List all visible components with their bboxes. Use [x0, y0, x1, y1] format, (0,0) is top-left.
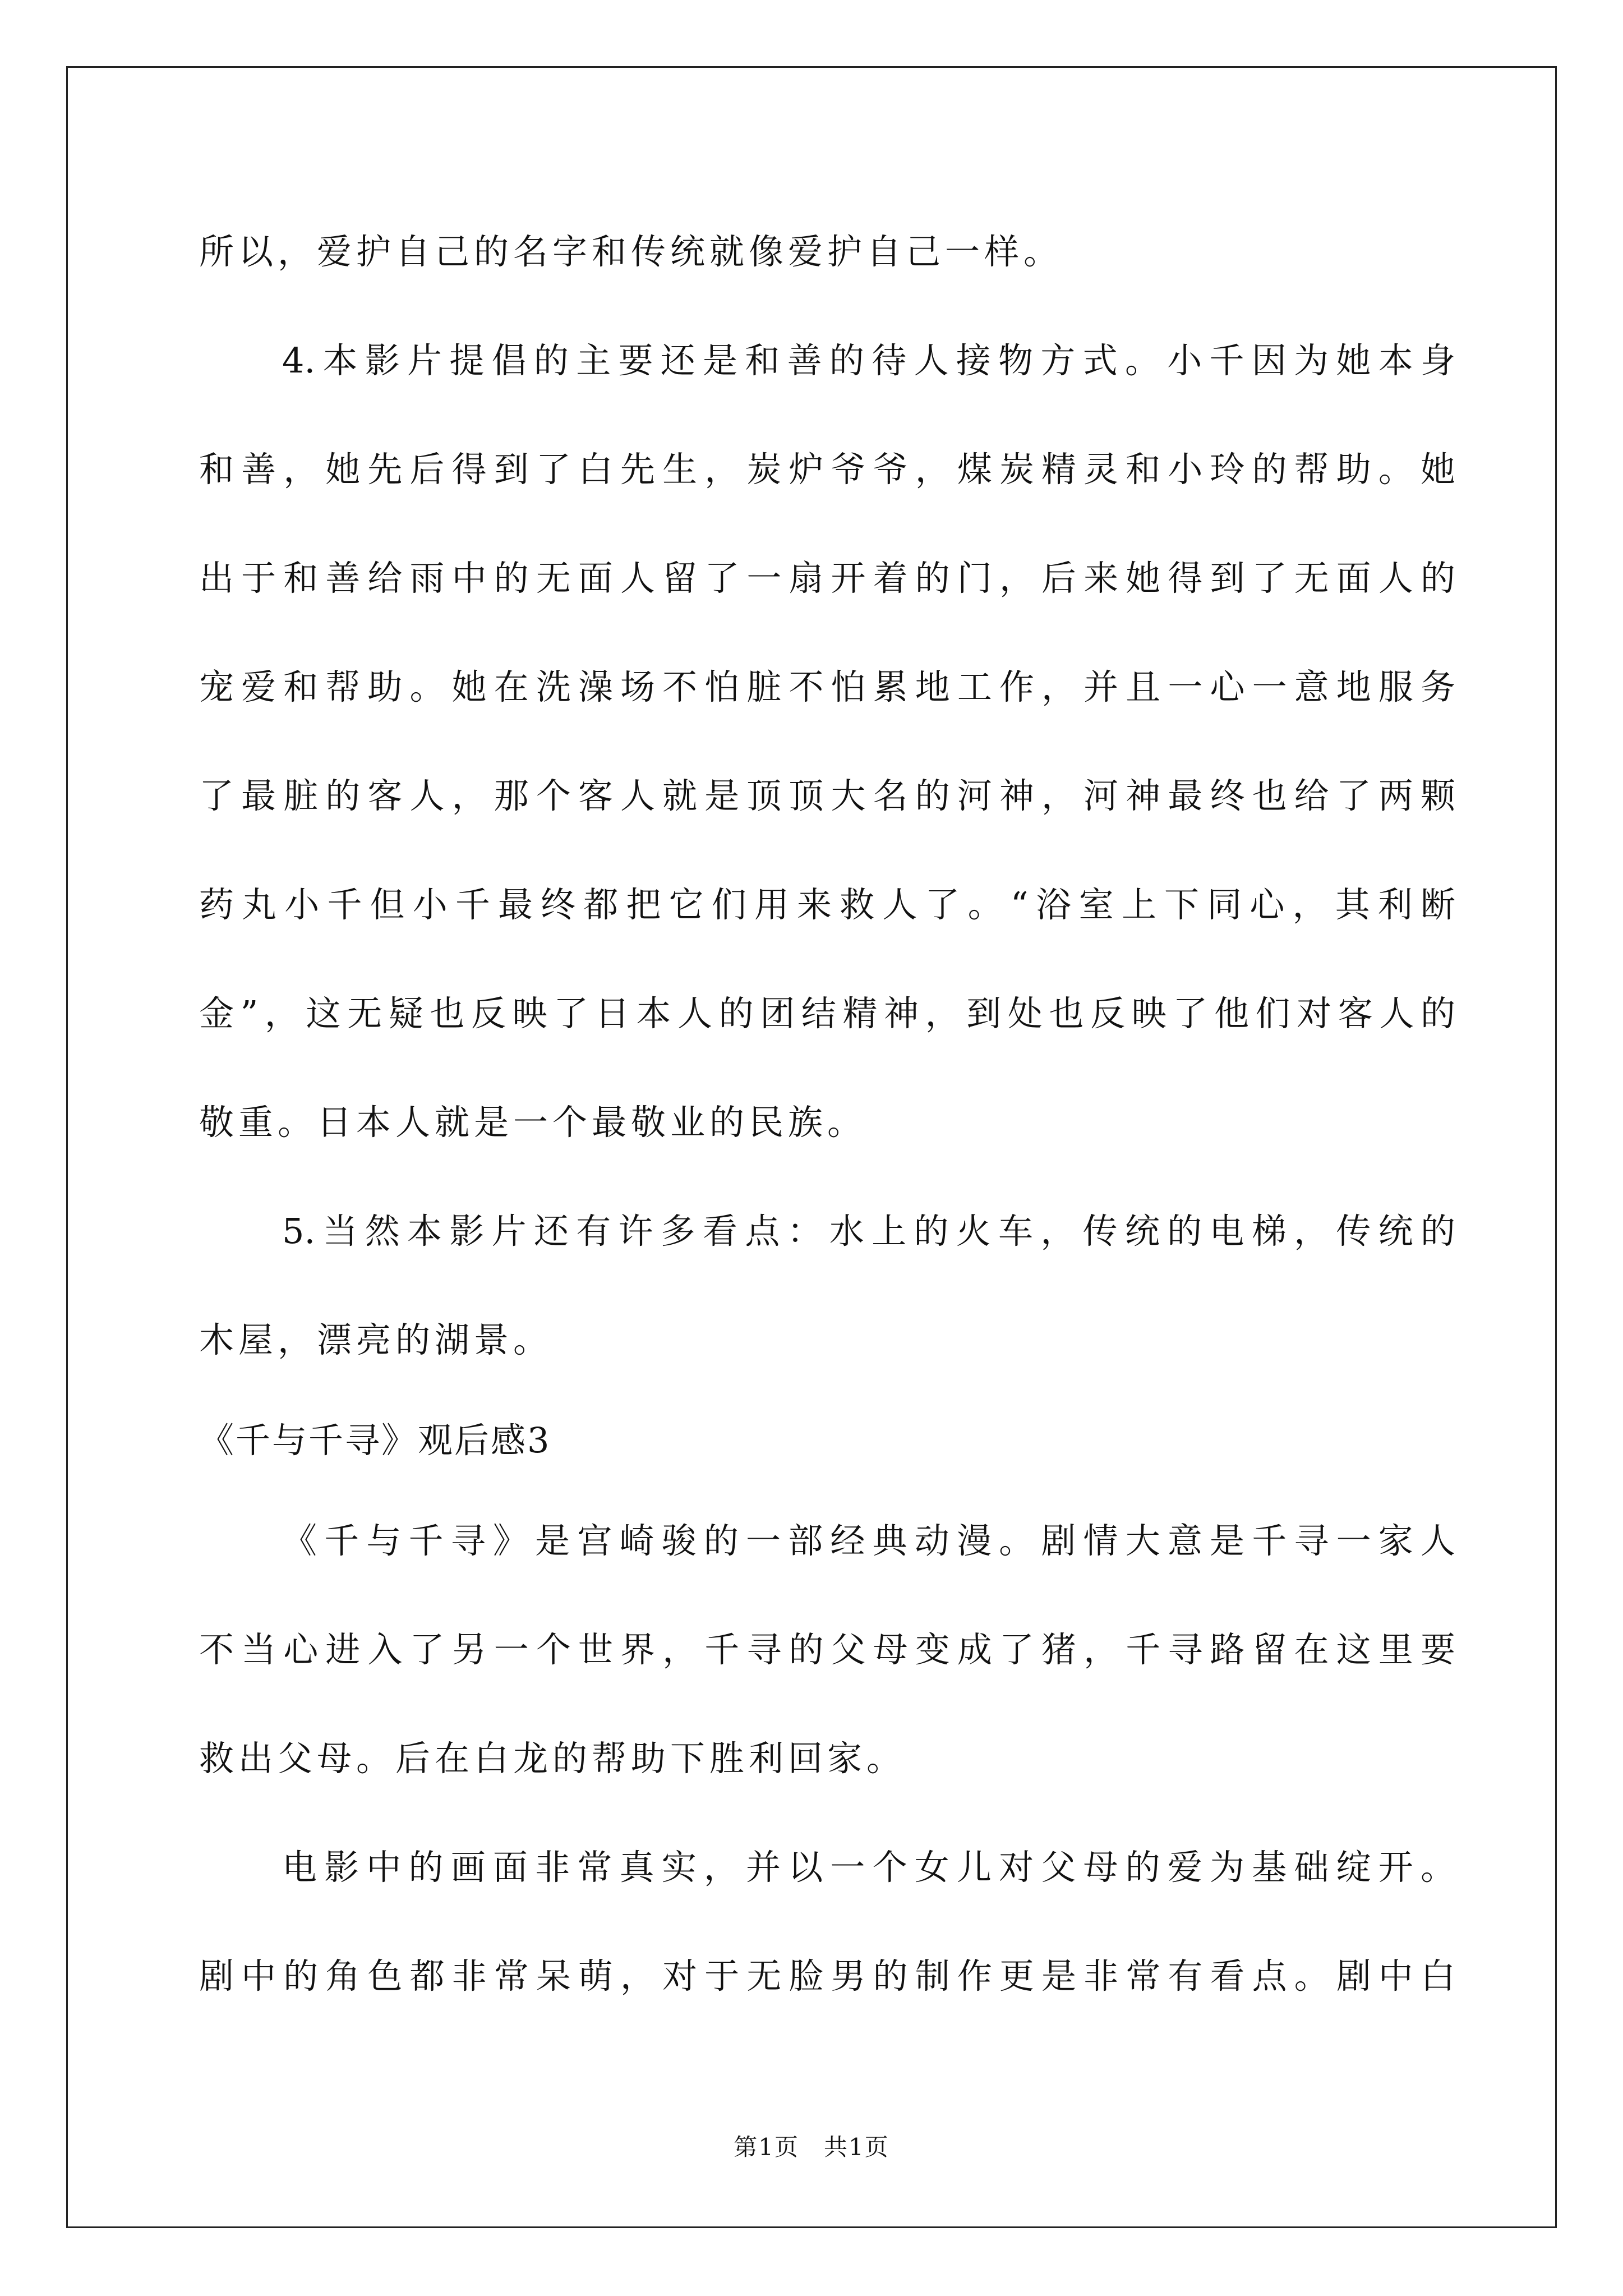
paragraph-line: 药丸小千但小千最终都把它们用来救人了。“浴室上下同心，其利断: [199, 884, 1455, 925]
paragraph-line: 电影中的画面非常真实，并以一个女儿对父母的爱为基础绽开。: [282, 1847, 1455, 1888]
paragraph-line: 救出父母。后在白龙的帮助下胜利回家。: [199, 1738, 906, 1779]
paragraph-line: 出于和善给雨中的无面人留了一扇开着的门，后来她得到了无面人的: [199, 558, 1455, 599]
page-footer: 第1页 共1页: [734, 2133, 889, 2161]
paragraph-line: 不当心进入了另一个世界，千寻的父母变成了猪，千寻路留在这里要: [199, 1629, 1455, 1670]
paragraph-line: 《千与千寻》是宫崎骏的一部经典动漫。剧情大意是千寻一家人: [282, 1520, 1455, 1561]
paragraph-line: 4.本影片提倡的主要还是和善的待人接物方式。小千因为她本身: [282, 340, 1455, 381]
paragraph-line: 木屋，漂亮的湖景。: [199, 1319, 553, 1360]
paragraph-line: 金”，这无疑也反映了日本人的团结精神，到处也反映了他们对客人的: [199, 993, 1455, 1034]
paragraph-line: 宠爱和帮助。她在洗澡场不怕脏不怕累地工作，并且一心一意地服务: [199, 666, 1455, 707]
page-border: [66, 66, 1557, 2228]
paragraph-line: 剧中的角色都非常呆萌，对于无脸男的制作更是非常有看点。剧中白: [199, 1955, 1455, 1996]
paragraph-line: 所以，爱护自己的名字和传统就像爱护自己一样。: [199, 231, 1063, 272]
paragraph-line: 和善，她先后得到了白先生，炭炉爷爷，煤炭精灵和小玲的帮助。她: [199, 449, 1455, 490]
paragraph-line: 5.当然本影片还有许多看点：水上的火车，传统的电梯，传统的: [282, 1211, 1455, 1251]
paragraph-line: 了最脏的客人，那个客人就是顶顶大名的河神，河神最终也给了两颗: [199, 775, 1455, 816]
section-heading: 《千与千寻》观后感3: [199, 1420, 551, 1461]
paragraph-line: 敬重。日本人就是一个最敬业的民族。: [199, 1102, 867, 1143]
